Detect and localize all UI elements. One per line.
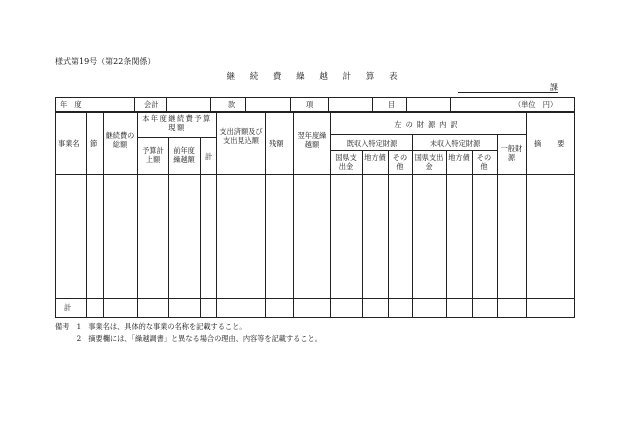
- header-remaining: 残額: [269, 139, 284, 148]
- subitem-label: 目: [388, 100, 396, 109]
- header-breakdown: 左の財源内訳: [394, 120, 462, 129]
- header-other-2: その他: [476, 153, 492, 171]
- year-label: 年 度: [60, 100, 82, 109]
- header-prior-carryover: 前年度繰越額: [173, 146, 195, 164]
- department-field[interactable]: [458, 82, 558, 93]
- header-subsidy-1: 国県支出金: [335, 153, 357, 171]
- header-remarks: 摘要: [534, 139, 581, 148]
- section-label: 款: [228, 100, 236, 109]
- header-received-specific: 既収入特定財源: [346, 139, 398, 148]
- header-project-name: 事業名: [58, 139, 80, 148]
- header-other-1: その他: [392, 153, 408, 171]
- department-suffix: 課: [550, 83, 558, 92]
- note-1: 備考 1 事業名は、具体的な事業の名称を記載すること。: [55, 322, 247, 331]
- header-budget-amount: 予算計上額: [142, 146, 164, 164]
- header-unreceived-specific: 未収入特定財源: [429, 139, 481, 148]
- page-title: 継 続 費 繰 越 計 算 表: [226, 72, 404, 82]
- header-local-bond-1: 地方債: [364, 153, 386, 162]
- account-label: 会計: [144, 100, 159, 109]
- header-expenditure: 支出済額及び支出見込額: [219, 127, 263, 145]
- header-next-year-carryover: 翌年度繰越額: [297, 131, 327, 149]
- header-subsidy-2: 国県支出金: [414, 153, 444, 171]
- header-total-amount: 継続費の総額: [105, 131, 135, 149]
- form-number: 様式第19号（第22条関係）: [55, 57, 156, 66]
- header-local-bond-2: 地方債: [448, 153, 470, 162]
- header-clause: 節: [90, 139, 98, 148]
- unit-label: （単位 円）: [514, 100, 558, 109]
- item-label: 項: [306, 100, 314, 109]
- header-current-year-group: 本年度継続費予算現額: [142, 114, 212, 132]
- info-row: [55, 97, 575, 112]
- notes: [55, 321, 322, 345]
- header-subtotal: 計: [205, 152, 213, 161]
- data-entry-area[interactable]: [55, 175, 575, 298]
- note-2: 2 摘要欄には、「繰越調書」と異なる場合の理由、内容等を記載すること。: [55, 334, 322, 344]
- header-general-source: 一般財源: [500, 144, 523, 162]
- total-row-label: 計: [64, 303, 72, 312]
